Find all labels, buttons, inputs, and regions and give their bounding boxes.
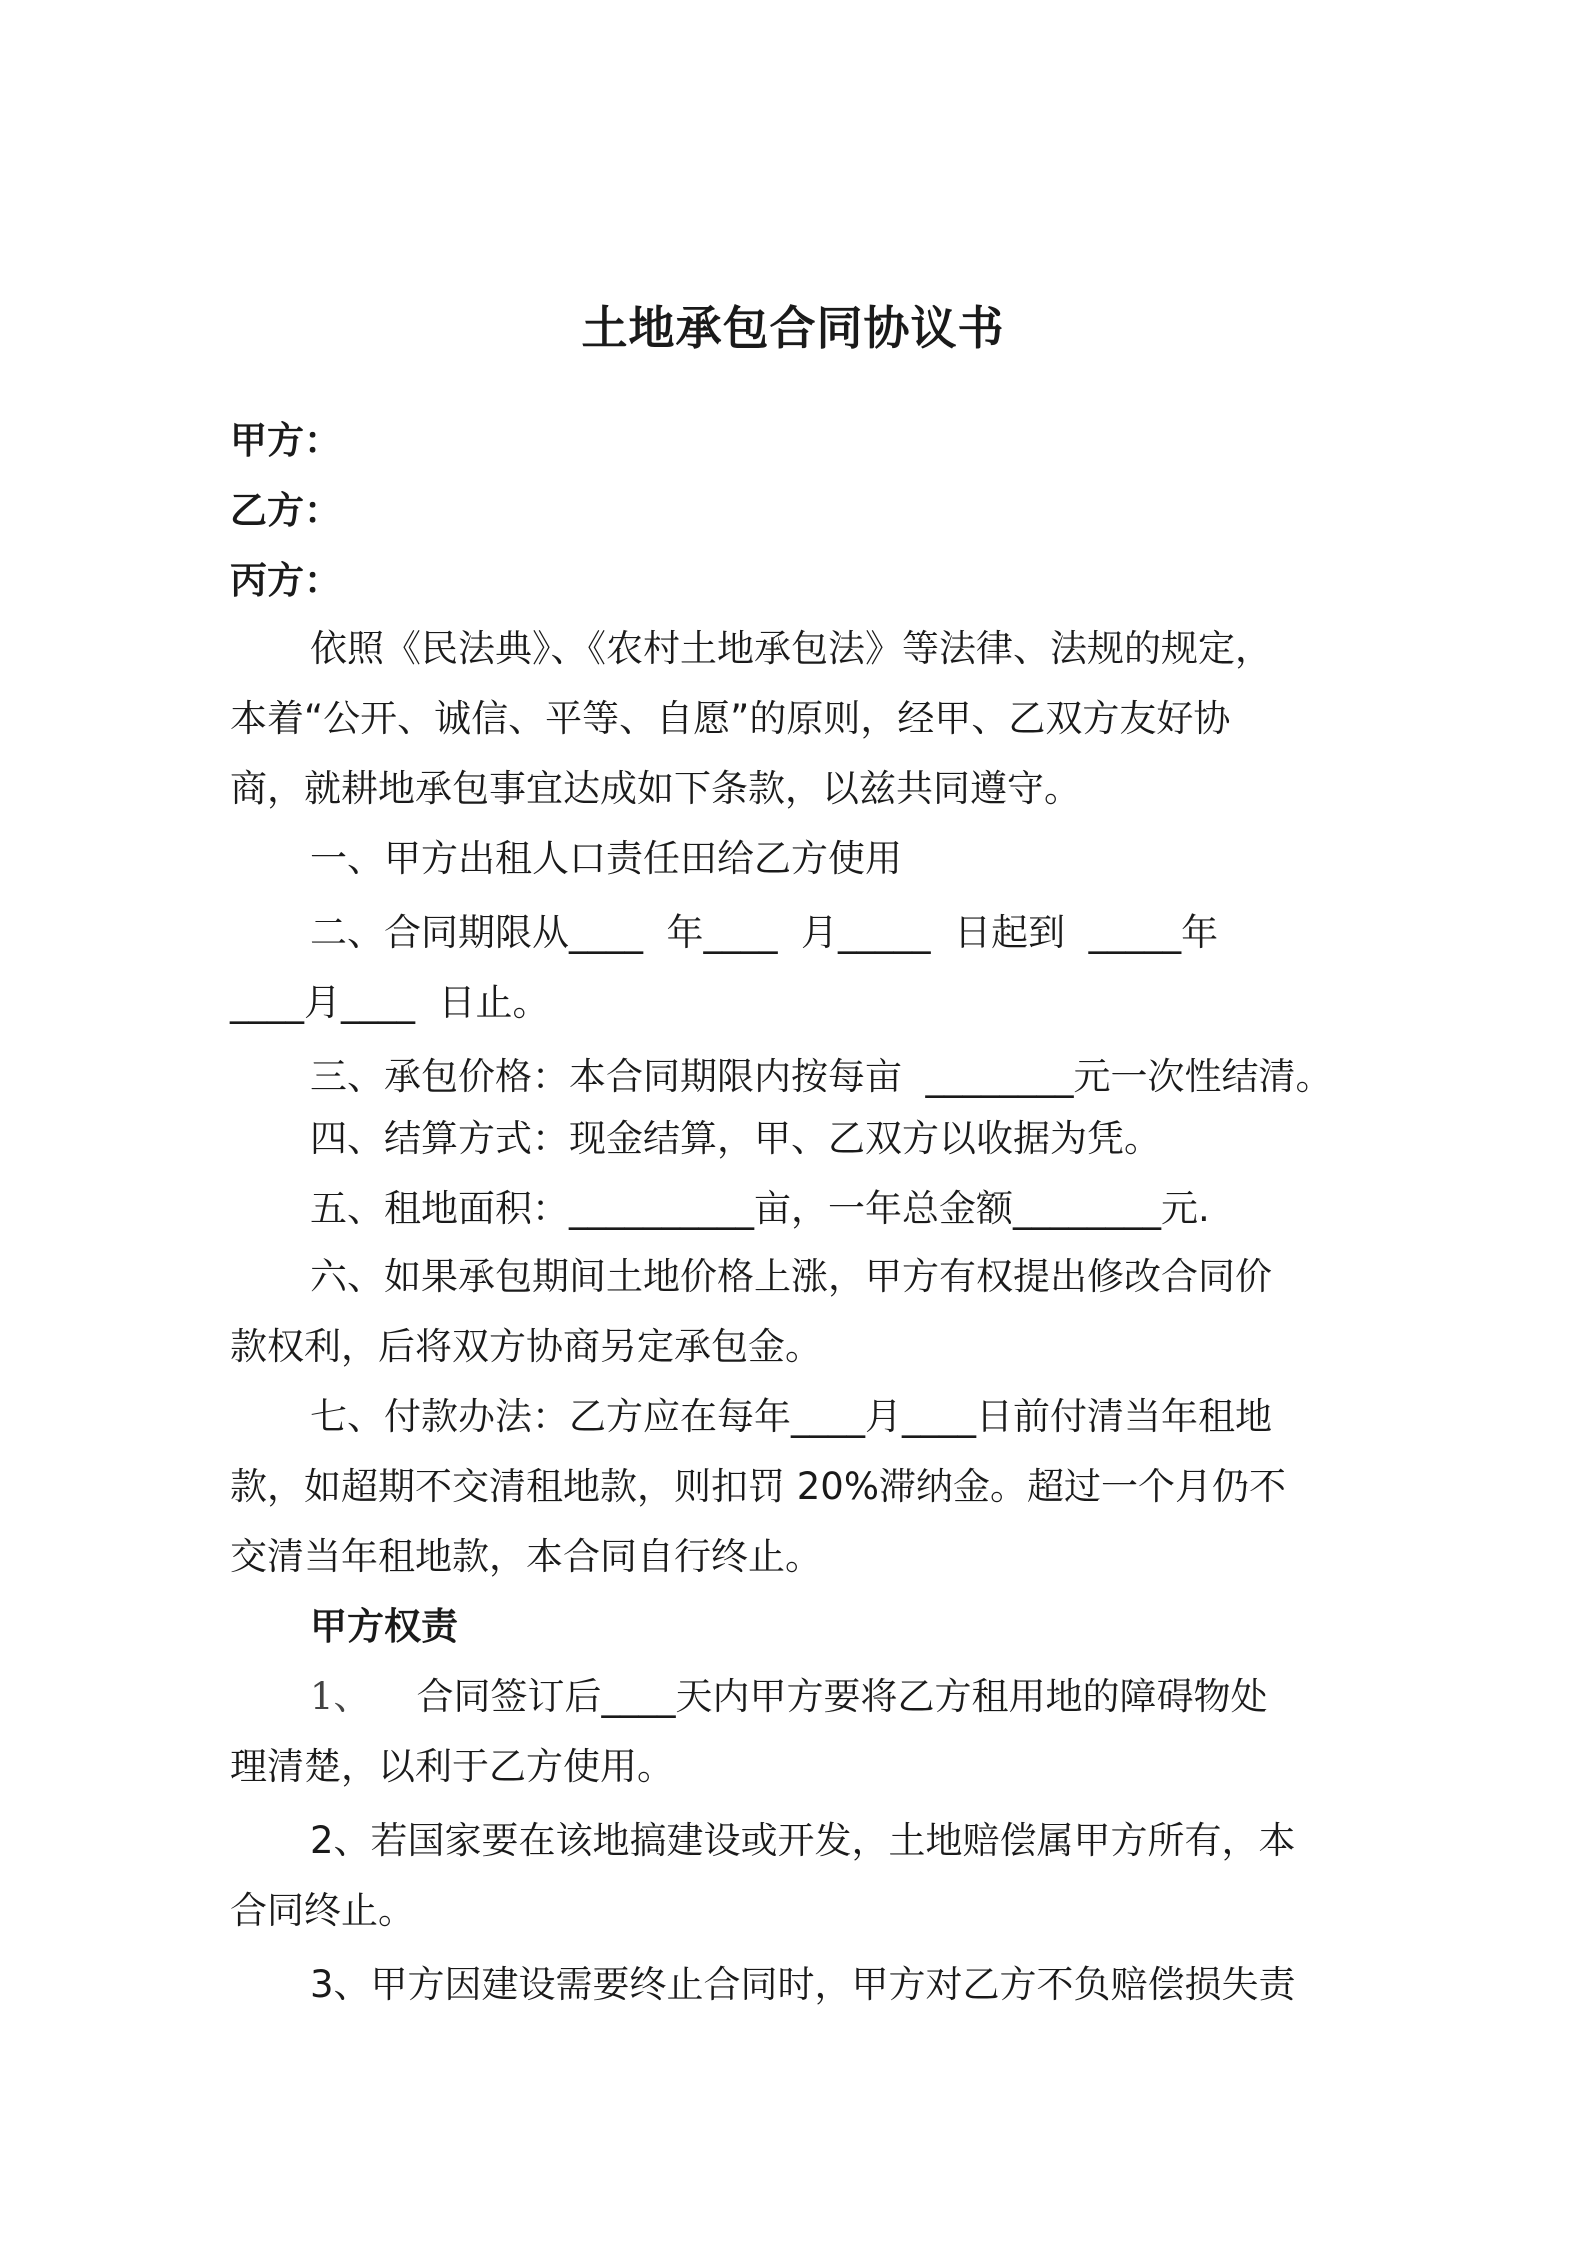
clause-4: 四、结算方式：现金结算，甲、乙双方以收据为凭。 [310,1117,1161,1160]
duty-1-number: 1、 [310,1675,371,1718]
clause-3: 三、承包价格：本合同期限内按每亩 ________元一次性结清。 [310,1055,1333,1098]
duty-1-line-1 [310,1666,1268,1720]
clause-7-line-1: 七、付款办法：乙方应在每年____月____日前付清当年租地 [310,1395,1272,1438]
clause-5: 五、租地面积：__________亩，一年总金额________元. [310,1187,1210,1230]
clause-1: 一、甲方出租人口责任田给乙方使用 [310,837,902,880]
preamble-line-3: 商，就耕地承包事宜达成如下条款，以兹共同遵守。 [230,767,1081,810]
duty-3-line-1: 3、甲方因建设需要终止合同时，甲方对乙方不负赔偿损失责 [310,1963,1296,2006]
section-heading: 甲方权责 [310,1605,458,1648]
duty-2-line-2: 合同终止。 [230,1889,415,1932]
clause-7-line-3: 交清当年租地款，本合同自行终止。 [230,1535,822,1578]
duty-1-text: 合同签订后____天内甲方要将乙方租用地的障碍物处 [416,1675,1268,1718]
document-title: 土地承包合同协议书 [581,301,1005,355]
duty-1-line-2: 理清楚，以利于乙方使用。 [230,1745,674,1788]
duty-2-line-1: 2、若国家要在该地搞建设或开发，土地赔偿属甲方所有，本 [310,1819,1296,1862]
clause-6-line-1: 六、如果承包期间土地价格上涨，甲方有权提出修改合同价 [310,1255,1272,1298]
preamble-line-2: 本着“公开、诚信、平等、自愿”的原则，经甲、乙双方友好协 [230,697,1231,740]
clause-6-line-2: 款权利，后将双方协商另定承包金。 [230,1325,822,1368]
party-a-label: 甲方： [230,419,341,462]
party-c-label: 丙方： [230,559,341,602]
clause-7-line-2: 款，如超期不交清租地款，则扣罚 20%滞纳金。超过一个月仍不 [230,1465,1286,1508]
clause-2-line-1: 二、合同期限从____ 年____ 月_____ 日起到 _____年 [310,911,1219,954]
preamble-line-1: 依照《民法典》、《农村土地承包法》等法律、法规的规定， [310,627,1272,670]
clause-2-line-2: ____月____ 日止。 [230,981,550,1024]
party-b-label: 乙方： [230,489,341,532]
